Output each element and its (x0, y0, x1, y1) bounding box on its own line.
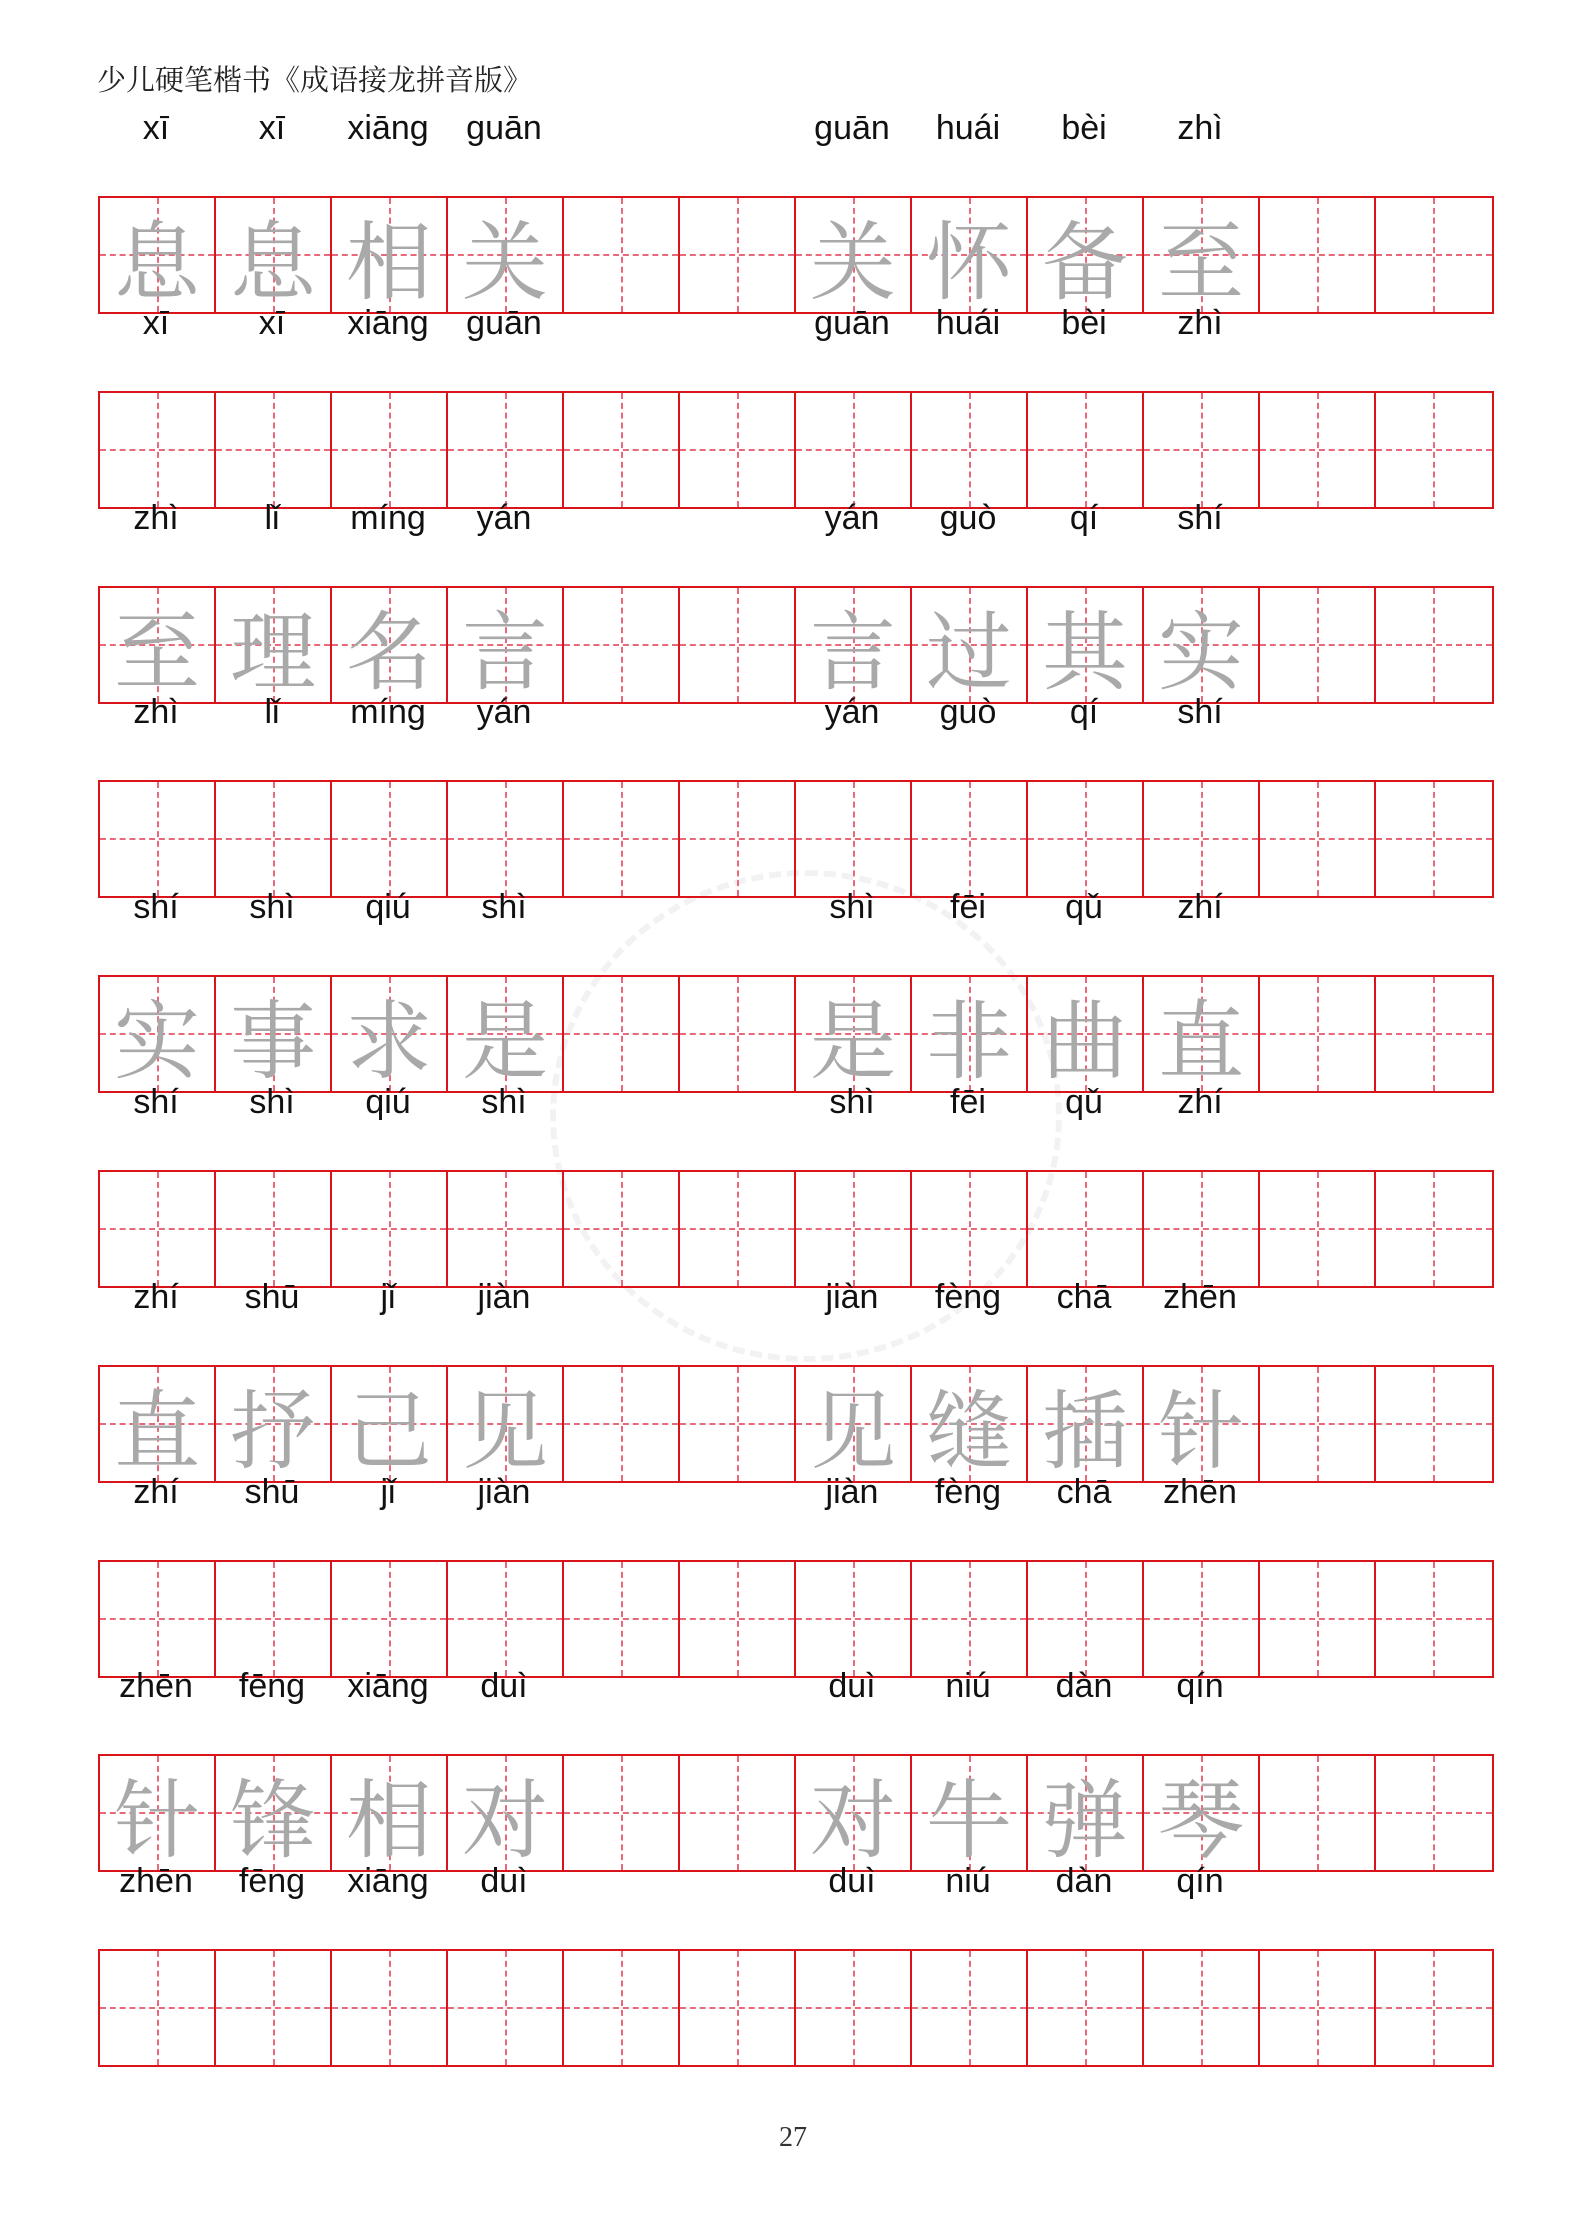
pinyin-label: xī (142, 109, 170, 147)
pinyin-label: zhí (133, 1472, 179, 1511)
writing-cell[interactable] (216, 1951, 332, 2065)
writing-cell[interactable] (912, 198, 1028, 312)
pinyin-label: qǔ (1065, 888, 1103, 927)
pinyin-label: xī (258, 303, 286, 342)
pinyin-label: yán (824, 498, 880, 537)
pinyin-label: jiàn (825, 1472, 879, 1511)
writing-cell[interactable] (332, 1367, 448, 1481)
practice-row (98, 1851, 1492, 2046)
practice-row (98, 682, 1492, 877)
trace-character: 缝 (926, 1381, 1012, 1482)
pinyin-label: duì (480, 1862, 528, 1901)
pinyin-line (98, 98, 1492, 158)
pinyin-label: shí (1177, 498, 1223, 537)
writing-cell[interactable] (332, 1756, 448, 1870)
writing-cell[interactable] (796, 977, 912, 1091)
trace-character: 实 (1158, 602, 1244, 703)
trace-character: 相 (346, 1771, 432, 1872)
writing-cell[interactable] (1028, 1756, 1144, 1870)
practice-row (98, 1462, 1492, 1657)
writing-cell[interactable] (1144, 1951, 1260, 2065)
pinyin-label: guò (939, 498, 997, 537)
pinyin-label: fēng (238, 1667, 306, 1706)
trace-character: 非 (926, 992, 1012, 1093)
writing-cell[interactable] (216, 588, 332, 702)
writing-cell[interactable] (448, 1756, 564, 1870)
pinyin-line (98, 1656, 1492, 1716)
pinyin-label: jiàn (477, 1277, 531, 1316)
writing-cell[interactable] (448, 198, 564, 312)
trace-character: 相 (346, 213, 432, 313)
pinyin-label: niú (945, 1862, 991, 1901)
writing-cell[interactable] (564, 1951, 680, 2065)
pinyin-label: shì (249, 888, 295, 927)
trace-character: 至 (114, 602, 200, 703)
writing-cell[interactable] (912, 588, 1028, 702)
pinyin-label: yán (476, 498, 532, 537)
trace-character: 见 (810, 1381, 896, 1482)
pinyin-label: zhí (133, 1277, 179, 1316)
writing-cell[interactable] (680, 1951, 796, 2065)
pinyin-label: fèng (934, 1277, 1002, 1316)
pinyin-label: míng (350, 498, 426, 537)
writing-cell[interactable] (216, 198, 332, 312)
pinyin-label: zhì (1177, 303, 1223, 342)
writing-cell[interactable] (912, 1367, 1028, 1481)
pinyin-label: guò (939, 693, 997, 732)
pinyin-label: bèi (1061, 109, 1107, 147)
pinyin-label: qín (1176, 1667, 1224, 1706)
pinyin-label: lǐ (264, 693, 280, 732)
writing-cell[interactable] (1028, 1367, 1144, 1481)
pinyin-label: yán (476, 693, 532, 732)
writing-cell[interactable] (100, 1756, 216, 1870)
writing-cell[interactable] (1144, 1756, 1260, 1870)
trace-character: 直 (114, 1381, 200, 1482)
pinyin-label: fēi (950, 1083, 986, 1121)
trace-character: 针 (114, 1771, 200, 1872)
trace-character: 见 (462, 1381, 548, 1482)
trace-character: 插 (1042, 1381, 1128, 1482)
pinyin-label: fèng (934, 1472, 1002, 1511)
trace-character: 怀 (926, 213, 1012, 313)
writing-cell[interactable] (1144, 1367, 1260, 1481)
writing-cell[interactable] (448, 977, 564, 1091)
writing-cell[interactable] (448, 588, 564, 702)
trace-character: 实 (114, 992, 200, 1093)
pinyin-label: zhì (133, 693, 179, 732)
trace-character: 息 (230, 213, 316, 313)
pinyin-label: jǐ (380, 1472, 396, 1511)
writing-cell[interactable] (1144, 977, 1260, 1091)
trace-character: 对 (810, 1771, 896, 1872)
pinyin-line (98, 877, 1492, 937)
writing-cell[interactable] (1028, 1951, 1144, 2065)
writing-cell[interactable] (1028, 977, 1144, 1091)
pinyin-label: guān (814, 109, 890, 147)
pinyin-label: huái (935, 109, 1001, 147)
pinyin-label: shí (1177, 693, 1223, 732)
writing-cell[interactable] (100, 588, 216, 702)
writing-cell[interactable] (1028, 588, 1144, 702)
pinyin-label: qiú (365, 888, 411, 927)
pinyin-label: qí (1069, 498, 1099, 537)
tianzige-grid (98, 1949, 1494, 2067)
trace-character: 抒 (230, 1381, 316, 1482)
trace-row (98, 877, 1492, 1093)
pinyin-label: jiàn (825, 1277, 879, 1316)
writing-cell[interactable] (448, 1367, 564, 1481)
pinyin-label: shì (829, 1083, 875, 1121)
writing-cell[interactable] (332, 977, 448, 1091)
pinyin-label: huái (935, 303, 1001, 342)
trace-character: 关 (810, 213, 896, 313)
trace-character: 言 (462, 602, 548, 703)
pinyin-label: zhí (1177, 1083, 1223, 1121)
pinyin-label: qǔ (1065, 1083, 1103, 1121)
trace-row (98, 1656, 1492, 1872)
pinyin-label: zhì (133, 498, 179, 537)
practice-row (98, 1072, 1492, 1267)
writing-cell[interactable] (796, 1756, 912, 1870)
writing-cell[interactable] (912, 977, 1028, 1091)
pinyin-label: jǐ (380, 1277, 396, 1316)
trace-character: 备 (1042, 213, 1128, 313)
writing-cell[interactable] (448, 1951, 564, 2065)
writing-cell[interactable] (1144, 198, 1260, 312)
writing-cell[interactable] (100, 1367, 216, 1481)
pinyin-label: shì (481, 1083, 527, 1121)
trace-character: 直 (1158, 992, 1244, 1093)
pinyin-label: guān (466, 109, 542, 147)
writing-cell[interactable] (332, 1951, 448, 2065)
pinyin-label: xiāng (347, 1667, 429, 1706)
pinyin-label: shì (829, 888, 875, 927)
writing-cell[interactable] (796, 1951, 912, 2065)
pinyin-label: shū (244, 1277, 300, 1316)
trace-row (98, 1267, 1492, 1482)
trace-character: 是 (810, 992, 896, 1093)
pinyin-label: xiāng (347, 109, 429, 147)
trace-character: 弹 (1042, 1771, 1128, 1872)
trace-character: 其 (1042, 602, 1128, 703)
trace-character: 至 (1158, 213, 1244, 313)
pinyin-label: guān (466, 303, 542, 342)
pinyin-label: shí (133, 1083, 179, 1121)
pinyin-label: shū (244, 1472, 300, 1511)
trace-character: 牛 (926, 1771, 1012, 1872)
pinyin-label: xī (258, 109, 286, 147)
writing-cell[interactable] (1028, 198, 1144, 312)
practice-row (98, 293, 1492, 488)
pinyin-label: shí (133, 888, 179, 927)
trace-character: 息 (114, 213, 200, 313)
writing-cell[interactable] (796, 1367, 912, 1481)
trace-character: 名 (346, 602, 432, 703)
trace-character: 关 (462, 213, 548, 313)
pinyin-label: xiāng (347, 303, 429, 342)
writing-cell[interactable] (912, 1951, 1028, 2065)
trace-character: 锋 (230, 1771, 316, 1872)
writing-cell[interactable] (796, 198, 912, 312)
pinyin-label: bèi (1061, 303, 1107, 342)
trace-row (98, 488, 1492, 703)
pinyin-label: zhēn (1163, 1472, 1237, 1511)
pinyin-label: shì (249, 1083, 295, 1121)
writing-cell[interactable] (1144, 588, 1260, 702)
writing-cell[interactable] (912, 1756, 1028, 1870)
pinyin-label: qiú (365, 1083, 411, 1121)
pinyin-label: dàn (1055, 1667, 1113, 1706)
writing-cell[interactable] (100, 1951, 216, 2065)
pinyin-label: lǐ (264, 498, 280, 537)
pinyin-line (98, 488, 1492, 548)
writing-cell[interactable] (100, 198, 216, 312)
pinyin-label: xiāng (347, 1862, 429, 1901)
pinyin-label: duì (480, 1667, 528, 1706)
writing-cell[interactable] (100, 977, 216, 1091)
pinyin-line (98, 1267, 1492, 1327)
pinyin-label: fēi (950, 888, 986, 927)
page-number: 27 (779, 2122, 807, 2153)
pinyin-label: guān (814, 303, 890, 342)
pinyin-label: zhì (1177, 109, 1223, 147)
trace-character: 是 (462, 992, 548, 1093)
trace-character: 求 (346, 992, 432, 1093)
writing-cell[interactable] (1376, 1951, 1492, 2065)
pinyin-label: fēng (238, 1862, 306, 1901)
writing-cell[interactable] (1260, 1951, 1376, 2065)
page-title: 少儿硬笔楷书《成语接龙拼音版》 (97, 63, 533, 97)
pinyin-label: zhēn (119, 1667, 193, 1706)
pinyin-label: chā (1056, 1472, 1112, 1511)
trace-row (98, 98, 1492, 313)
writing-cell[interactable] (216, 1367, 332, 1481)
pinyin-label: duì (828, 1667, 876, 1706)
trace-character: 曲 (1042, 992, 1128, 1093)
pinyin-label: zhēn (119, 1862, 193, 1901)
pinyin-label: zhí (1177, 888, 1223, 927)
trace-character: 针 (1158, 1381, 1244, 1482)
writing-cell[interactable] (332, 588, 448, 702)
trace-character: 对 (462, 1771, 548, 1872)
writing-cell[interactable] (216, 1756, 332, 1870)
pinyin-label: qí (1069, 693, 1099, 732)
trace-character: 事 (230, 992, 316, 1093)
trace-character: 理 (230, 602, 316, 703)
trace-character: 过 (926, 602, 1012, 703)
pinyin-label: shì (481, 888, 527, 927)
pinyin-label: niú (945, 1667, 991, 1706)
pinyin-label: yán (824, 693, 880, 732)
pinyin-label: zhēn (1163, 1277, 1237, 1316)
pinyin-label: qín (1176, 1862, 1224, 1901)
pinyin-label: xī (142, 303, 170, 342)
pinyin-label: dàn (1055, 1862, 1113, 1901)
pinyin-label: chā (1056, 1277, 1112, 1316)
pinyin-label: míng (350, 693, 426, 732)
writing-cell[interactable] (216, 977, 332, 1091)
pinyin-label: jiàn (477, 1472, 531, 1511)
trace-character: 己 (346, 1381, 432, 1482)
pinyin-label: duì (828, 1862, 876, 1901)
writing-cell[interactable] (796, 588, 912, 702)
trace-character: 言 (810, 602, 896, 703)
trace-character: 琴 (1158, 1771, 1244, 1872)
writing-cell[interactable] (332, 198, 448, 312)
